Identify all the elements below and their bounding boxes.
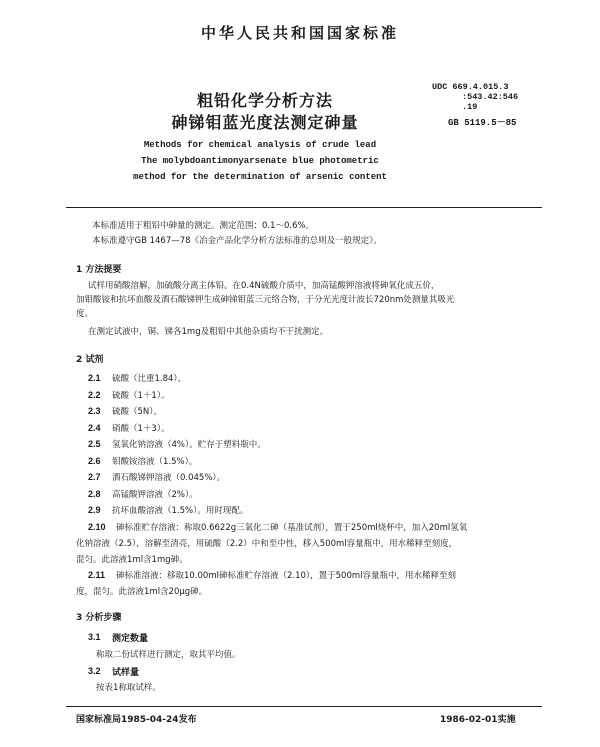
- reagent-2-6-num: 2.6: [88, 456, 101, 466]
- reagent-2-9-text: 抗坏血酸溶液（1.5%）。用时现配。: [112, 506, 249, 516]
- section-1-heading: 1 方法提要: [76, 265, 122, 275]
- section-1-text-line-3: 度。: [76, 309, 94, 319]
- section-1-text-line-2: 加钼酸铵和抗坏血酸及酒石酸锑钾生成砷锑钼蓝三元络合物，于分光光度计波长720nm处测量其吸光: [76, 295, 455, 305]
- english-title-line-1: Methods for chemical analysis of crude lead: [143, 140, 377, 150]
- step-3-1-text: 称取二份试样进行测定，取其平均值。: [96, 650, 241, 660]
- reagent-2-2-text: 硫酸（1＋1）。: [112, 391, 170, 401]
- intro-compliance: 本标准遵守GB 1467—78《冶金产品化学分析方法标准的总则及一般规定》。: [92, 236, 382, 246]
- step-3-2-num: 3.2: [88, 666, 101, 676]
- reagent-2-10-num: 2.10: [88, 522, 106, 532]
- issue-date: 国家标准局1985-04-24发布: [76, 715, 197, 725]
- reagent-2-3-num: 2.3: [88, 406, 101, 416]
- udc-code-line-1: UDC 669.4.015.3: [432, 82, 509, 92]
- reagent-2-10-line-2: 化钠溶液（2.5），溶解至清亮，用硫酸（2.2）中和至中性，移入500ml容量瓶中，用水稀释至刻度，: [76, 539, 458, 549]
- section-1-text-line-1: 试样用硝酸溶解，加硫酸分离主体铅。在0.4N硫酸介质中，加高锰酸钾溶液将砷氧化成五价，: [88, 281, 440, 291]
- reagent-2-4-text: 硝酸（1＋3）。: [112, 424, 170, 434]
- step-3-1-title: 测定数量: [112, 634, 149, 644]
- reagent-2-4-num: 2.4: [88, 423, 101, 433]
- reagent-2-10-line-3: 混匀。此溶液1ml含1mg砷。: [76, 555, 188, 565]
- reagent-2-3-text: 硫酸（5N）。: [112, 407, 163, 417]
- reagent-2-11-line-1: 砷标准溶液：移取10.00ml砷标准贮存溶液（2.10），置于500ml容量瓶中，用水稀释至刻: [116, 571, 457, 581]
- reagent-2-1-text: 硫酸（比重1.84）。: [112, 374, 187, 384]
- intro-scope: 本标准适用于粗铅中砷量的测定。测定范围：0.1～0.6%。: [92, 221, 315, 231]
- english-title-line-3: method for the determination of arsenic content: [133, 172, 387, 182]
- udc-code-line-2: :543.42:546: [462, 92, 519, 102]
- reagent-2-11-num: 2.11: [88, 570, 106, 580]
- step-3-2-title: 试样量: [112, 668, 140, 678]
- step-3-1-num: 3.1: [88, 632, 101, 642]
- section-3-heading: 3 分析步骤: [76, 613, 122, 623]
- reagent-2-6-text: 钼酸铵溶液（1.5%）。: [112, 457, 198, 467]
- reagent-2-2-num: 2.2: [88, 390, 101, 400]
- udc-code-line-3: .19: [462, 102, 478, 112]
- title-line-1: 粗铅化学分析方法: [196, 91, 333, 110]
- effective-date: 1986-02-01实施: [440, 715, 516, 725]
- reagent-2-9-num: 2.9: [88, 505, 101, 515]
- section-1-interference: 在测定试液中，铜、锑各1mg及粗铅中其他杂质均不干扰测定。: [88, 327, 329, 337]
- title-line-2: 砷锑钼蓝光度法测定砷量: [171, 113, 359, 132]
- reagent-2-10-line-1: 砷标准贮存溶液：称取0.6622g三氧化二砷（基准试剂），置于250ml烧杯中，加入20ml氢氧: [116, 523, 468, 533]
- header-divider: [66, 207, 542, 208]
- reagent-2-11-line-2: 度，混匀。此溶液1ml含20μg砷。: [76, 587, 208, 597]
- reagent-2-5-text: 氢氧化钠溶液（4%）。贮存于塑料瓶中。: [112, 440, 266, 450]
- reagent-2-8-text: 高锰酸钾溶液（2%）。: [112, 490, 198, 500]
- reagent-2-1-num: 2.1: [88, 373, 101, 383]
- gb-code: GB 5119.5－85: [448, 118, 517, 128]
- reagent-2-5-num: 2.5: [88, 439, 101, 449]
- footer-divider: [66, 706, 542, 707]
- standard-header: 中华人民共和国国家标准: [200, 24, 399, 42]
- reagent-2-8-num: 2.8: [88, 489, 101, 499]
- reagent-2-7-num: 2.7: [88, 472, 101, 482]
- step-3-2-text: 按表1称取试样。: [96, 683, 161, 693]
- reagent-2-7-text: 酒石酸锑钾溶液（0.045%）。: [112, 473, 226, 483]
- english-title-line-2: The molybdoantimonyarsenate blue photometric: [141, 156, 379, 166]
- section-2-heading: 2 试剂: [76, 355, 104, 365]
